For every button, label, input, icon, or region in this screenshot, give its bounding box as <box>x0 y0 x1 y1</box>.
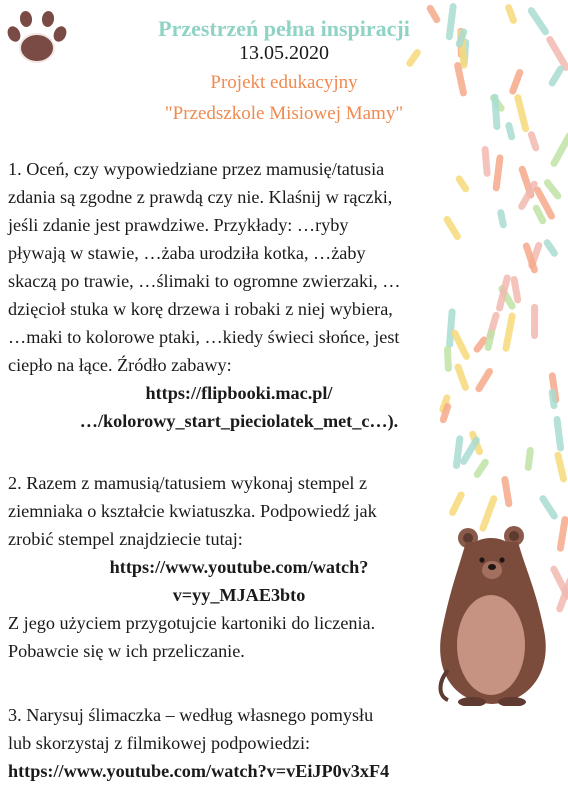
text-line: …maki to kolorowe ptaki, …kiedy świeci słońce, jest <box>8 327 400 347</box>
confetti-stroke <box>481 146 491 177</box>
section-3 <box>8 701 563 785</box>
confetti-stroke <box>553 416 564 452</box>
text-line: skaczą po trawie, …ślimaki to ogromne zwierzaki, … <box>8 271 401 291</box>
confetti-stroke <box>549 131 568 168</box>
project-name: "Przedszkole Misiowej Mamy" <box>164 103 404 124</box>
text-line: 3. Narysuj ślimaczka – według własnego pomysłu <box>8 705 374 725</box>
confetti-stroke <box>497 209 508 229</box>
confetti-stroke <box>524 447 534 472</box>
text-line: 2. Razem z mamusią/tatusiem wykonaj stempel z <box>8 473 368 493</box>
bear-illustration <box>428 520 558 706</box>
text-line: ziemniaka o kształcie kwiatuszka. Podpowiedź jak <box>8 501 377 521</box>
text-line: pływają w stawie, …żaba urodziła kotka, …żaby <box>8 243 366 263</box>
date: 13.05.2020 <box>239 42 329 64</box>
text-line: dzięcioł stuka w korę drzewa i robaki z niej wybiera, <box>8 299 393 319</box>
confetti-stroke <box>542 238 559 258</box>
text-line: zdania są zgodne z prawdą czy nie. Klaśnij w rączki, <box>8 187 393 207</box>
confetti-stroke <box>543 178 563 201</box>
confetti-stroke <box>472 457 490 479</box>
confetti-stroke <box>502 312 516 352</box>
text-line: 1. Oceń, czy wypowiedziane przez mamusię/tatusia <box>8 159 385 179</box>
video-link-continued[interactable]: v=yy_MJAE3bto <box>172 585 306 605</box>
text-line: Z jego użyciem przygotujcie kartoniki do liczenia. <box>8 613 376 633</box>
video-link[interactable]: https://www.youtube.com/watch?v=vEiJP0v3xF4 <box>8 761 390 781</box>
section-1 <box>8 155 470 435</box>
text-line: Pobawcie się w ich przeliczanie. <box>8 641 245 661</box>
confetti-stroke <box>556 516 568 553</box>
source-link-continued[interactable]: …/kolorowy_start_pieciolatek_met_c…). <box>79 411 399 431</box>
text-line: zrobić stempel znajdziecie tutaj: <box>8 529 243 549</box>
section-2 <box>8 469 470 665</box>
confetti-stroke <box>538 494 559 521</box>
text-line: lub skorzystaj z filmikowej podpowiedzi: <box>8 733 311 753</box>
confetti-stroke <box>492 154 503 192</box>
project-label: Projekt edukacyjny <box>210 72 358 93</box>
page-title: Przestrzeń pełna inspiracji <box>158 16 410 41</box>
confetti-stroke <box>531 304 538 339</box>
confetti-stroke <box>527 130 540 152</box>
confetti-stroke <box>554 451 568 483</box>
text-line: ciepło na łące. Źródło zabawy: <box>8 355 232 375</box>
source-link[interactable]: https://flipbooki.mac.pl/ <box>145 383 333 403</box>
confetti-stroke <box>474 367 494 394</box>
text-line: jeśli zdanie jest prawdziwe. Przykłady: …ryby <box>8 215 349 235</box>
confetti-stroke <box>501 476 513 508</box>
video-link[interactable]: https://www.youtube.com/watch? <box>109 557 369 577</box>
